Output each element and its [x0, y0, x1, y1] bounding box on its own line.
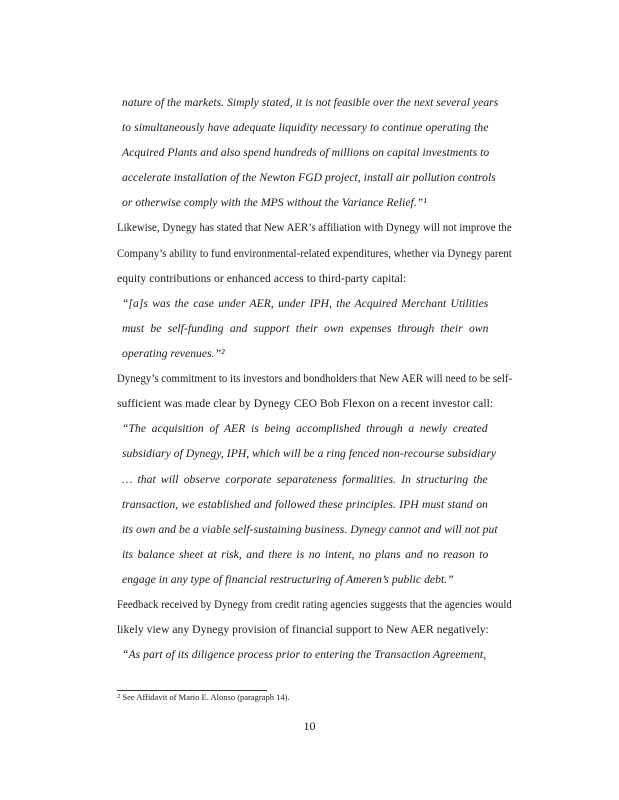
footnote-marker: 2	[117, 693, 121, 700]
quote-line: engage in any type of financial restructuring of Ameren’s public debt.”	[122, 573, 454, 586]
footnote-text: See Affidavit of Mario E. Alonso (paragraph 14).	[122, 692, 290, 702]
quote-line: “[a]s was the case under AER, under IPH, the Acquired Merchant Utilities	[122, 297, 489, 310]
quote-line: its own and be a viable self-sustaining business. Dynegy cannot and will not put	[122, 523, 498, 536]
footnote	[117, 692, 290, 703]
page-number: 10	[303, 719, 316, 733]
quote-line: nature of the markets. Simply stated, it is not feasible over the next several years	[122, 96, 499, 109]
body-line: Feedback received by Dynegy from credit rating agencies suggests that the agencies would	[117, 598, 512, 611]
body-line: Company’s ability to fund environmental-related expenditures, whether via Dynegy parent	[117, 247, 512, 260]
quote-line: to simultaneously have adequate liquidity necessary to continue operating the	[122, 121, 489, 134]
quote-line: “The acquisition of AER is being accomplished through a newly created	[122, 422, 488, 435]
footnote-separator	[117, 690, 267, 691]
quote-line: subsidiary of Dynegy, IPH, which will be a ring fenced non-recourse subsidiary	[122, 447, 497, 460]
quote-line: “As part of its diligence process prior to entering the Transaction Agreement,	[122, 648, 487, 661]
quote-line: operating revenues.”²	[122, 347, 225, 360]
body-line: equity contributions or enhanced access to third-party capital:	[117, 272, 407, 285]
quote-line: accelerate installation of the Newton FGD project, install air pollution controls	[122, 171, 496, 184]
body-line: sufficient was made clear by Dynegy CEO Bob Flexon on a recent investor call:	[117, 397, 494, 410]
quote-line: its balance sheet at risk, and there is no intent, no plans and no reason to	[122, 548, 489, 561]
quote-line: Acquired Plants and also spend hundreds of millions on capital investments to	[122, 146, 490, 159]
quote-line: must be self-funding and support their own expenses through their own	[122, 322, 489, 335]
body-line: Likewise, Dynegy has stated that New AER’s affiliation with Dynegy will not improve the	[117, 221, 512, 234]
body-line: Dynegy’s commitment to its investors and bondholders that New AER will need to be self-	[117, 372, 513, 385]
quote-line: … that will observe corporate separateness formalities. In structuring the	[122, 473, 488, 486]
quote-line: or otherwise comply with the MPS without the Variance Relief.”¹	[122, 196, 427, 209]
body-line: likely view any Dynegy provision of financial support to New AER negatively:	[117, 623, 489, 636]
quote-line: transaction, we established and followed these principles. IPH must stand on	[122, 498, 488, 511]
